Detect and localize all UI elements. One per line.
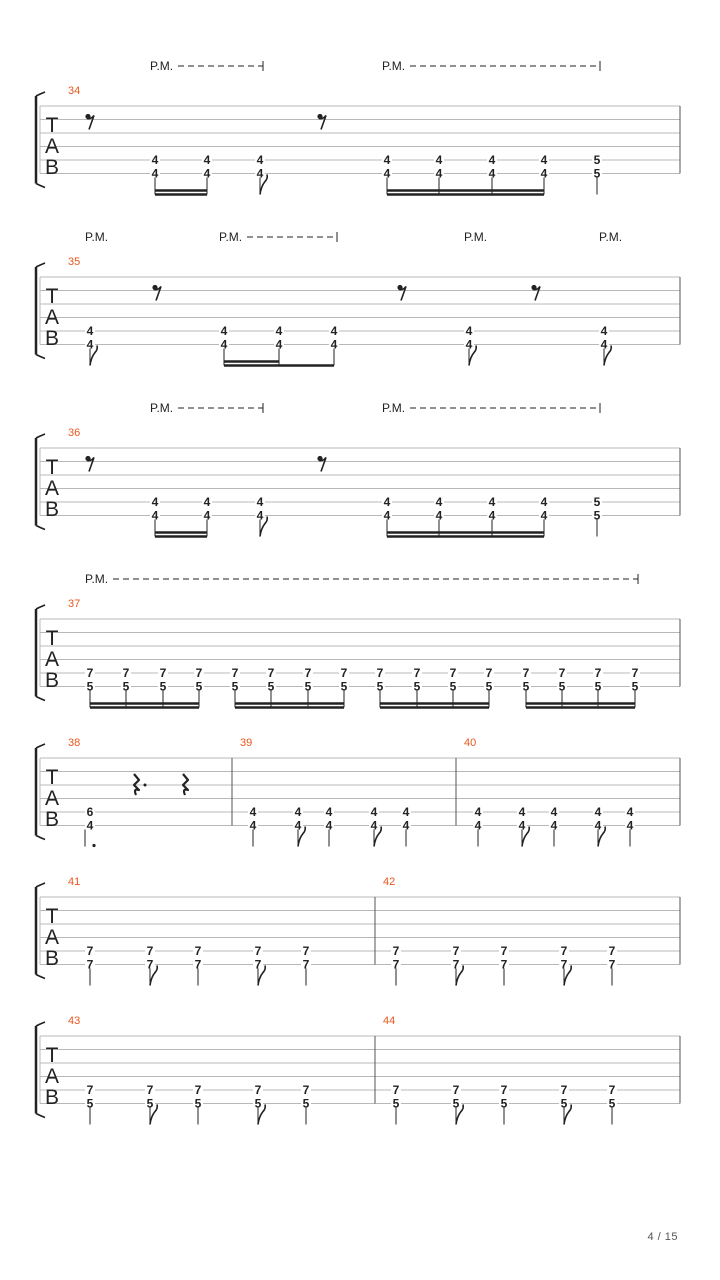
fret-number: 4 — [383, 495, 391, 509]
fret-number: 7 — [560, 1083, 568, 1097]
fret-number: 5 — [392, 1096, 400, 1111]
fret-number: 7 — [392, 944, 400, 958]
fret-number: 7 — [302, 1083, 310, 1097]
fret-number: 4 — [474, 805, 482, 819]
measure-number: 44 — [383, 1015, 396, 1027]
measure-number: 38 — [68, 737, 81, 749]
fret-number: 7 — [267, 666, 275, 680]
tab-clef-letter: T — [45, 905, 59, 928]
measure-number: 41 — [68, 876, 81, 888]
fret-number: 4 — [626, 818, 634, 833]
fret-number: 4 — [518, 805, 526, 819]
fret-number: 7 — [608, 944, 616, 958]
fret-number: 7 — [500, 957, 508, 972]
fret-number: 4 — [275, 324, 283, 338]
fret-number: 4 — [550, 805, 558, 819]
palm-mute-label: P.M. — [464, 230, 488, 244]
fret-number: 7 — [86, 944, 94, 958]
fret-number: 5 — [231, 679, 239, 694]
fret-number: 5 — [452, 1096, 460, 1111]
fret-number: 4 — [151, 166, 159, 181]
fret-number: 4 — [203, 508, 211, 523]
fret-number: 7 — [146, 1083, 154, 1097]
fret-number: 5 — [500, 1096, 508, 1111]
fret-number: 6 — [86, 805, 94, 819]
tab-clef-letter: A — [44, 477, 60, 500]
tab-clef-letter: A — [44, 787, 60, 810]
fret-number: 4 — [540, 495, 548, 509]
fret-number: 4 — [402, 805, 410, 819]
tab-clef-letter: B — [44, 669, 60, 692]
fret-number: 5 — [376, 679, 384, 694]
eighth-rest — [85, 456, 94, 472]
fret-number: 4 — [256, 495, 264, 509]
fret-number: 4 — [203, 166, 211, 181]
fret-number: 7 — [392, 957, 400, 972]
fret-number: 7 — [146, 944, 154, 958]
fret-number: 4 — [86, 337, 94, 352]
eighth-rest — [317, 456, 326, 472]
measure-number: 34 — [68, 85, 81, 97]
fret-number: 4 — [294, 818, 302, 833]
palm-mute-label: P.M. — [382, 59, 406, 73]
fret-number: 5 — [593, 166, 601, 181]
fret-number: 4 — [518, 818, 526, 833]
fret-number: 7 — [452, 957, 460, 972]
fret-number: 7 — [500, 944, 508, 958]
fret-number: 5 — [194, 1096, 202, 1111]
tab-clef-letter: A — [44, 1065, 60, 1088]
fret-number: 4 — [256, 153, 264, 167]
tab-clef-letter: T — [45, 114, 59, 137]
palm-mute-label: P.M. — [85, 230, 109, 244]
fret-number: 4 — [488, 153, 496, 167]
tab-clef-letter: B — [44, 947, 60, 970]
staff-system — [36, 876, 680, 986]
fret-number: 4 — [220, 337, 228, 352]
eighth-rest — [531, 285, 540, 301]
eighth-rest — [152, 285, 161, 301]
tab-clef-letter: T — [45, 1044, 59, 1067]
eighth-rest — [317, 114, 326, 130]
fret-number: 7 — [194, 1083, 202, 1097]
rhythm-dot — [92, 844, 95, 847]
measure-number: 37 — [68, 598, 81, 610]
staff-system — [36, 230, 680, 366]
fret-number: 4 — [275, 337, 283, 352]
fret-number: 5 — [560, 1096, 568, 1111]
fret-number: 7 — [413, 666, 421, 680]
fret-number: 4 — [203, 495, 211, 509]
fret-number: 4 — [151, 508, 159, 523]
fret-number: 4 — [465, 337, 473, 352]
fret-number: 7 — [195, 666, 203, 680]
fret-number: 4 — [330, 324, 338, 338]
fret-number: 7 — [231, 666, 239, 680]
fret-number: 5 — [631, 679, 639, 694]
fret-number: 5 — [608, 1096, 616, 1111]
fret-number: 5 — [558, 679, 566, 694]
fret-number: 7 — [254, 944, 262, 958]
measure-number: 35 — [68, 256, 81, 268]
tab-clef-letter: A — [44, 135, 60, 158]
palm-mute-label: P.M. — [150, 59, 174, 73]
fret-number: 4 — [325, 805, 333, 819]
fret-number: 5 — [86, 1096, 94, 1111]
fret-number: 5 — [302, 1096, 310, 1111]
measure-number: 40 — [464, 737, 477, 749]
fret-number: 7 — [608, 957, 616, 972]
fret-number: 7 — [452, 944, 460, 958]
fret-number: 5 — [195, 679, 203, 694]
fret-number: 4 — [256, 508, 264, 523]
fret-number: 4 — [151, 153, 159, 167]
fret-number: 5 — [267, 679, 275, 694]
fret-number: 5 — [593, 508, 601, 523]
fret-number: 7 — [340, 666, 348, 680]
fret-number: 4 — [488, 495, 496, 509]
palm-mute-label: P.M. — [150, 401, 174, 415]
fret-number: 7 — [254, 1083, 262, 1097]
measure-number: 39 — [240, 737, 253, 749]
fret-number: 4 — [550, 818, 558, 833]
fret-number: 7 — [485, 666, 493, 680]
fret-number: 4 — [330, 337, 338, 352]
fret-number: 4 — [370, 805, 378, 819]
staff-system — [36, 59, 680, 195]
fret-number: 4 — [294, 805, 302, 819]
staff-system — [36, 401, 680, 537]
fret-number: 4 — [151, 495, 159, 509]
fret-number: 7 — [631, 666, 639, 680]
fret-number: 7 — [608, 1083, 616, 1097]
tab-clef-letter: T — [45, 285, 59, 308]
fret-number: 5 — [340, 679, 348, 694]
fret-number: 5 — [522, 679, 530, 694]
fret-number: 7 — [86, 957, 94, 972]
fret-number: 5 — [413, 679, 421, 694]
fret-number: 4 — [594, 805, 602, 819]
fret-number: 4 — [488, 166, 496, 181]
fret-number: 7 — [560, 944, 568, 958]
fret-number: 7 — [594, 666, 602, 680]
fret-number: 7 — [522, 666, 530, 680]
fret-number: 7 — [560, 957, 568, 972]
fret-number: 5 — [485, 679, 493, 694]
fret-number: 4 — [435, 166, 443, 181]
fret-number: 4 — [86, 818, 94, 833]
fret-number: 5 — [86, 679, 94, 694]
staff-system — [36, 572, 680, 708]
fret-number: 4 — [594, 818, 602, 833]
palm-mute-label: P.M. — [85, 572, 109, 586]
tab-clef-letter: B — [44, 498, 60, 521]
fret-number: 5 — [254, 1096, 262, 1111]
measure-number: 36 — [68, 427, 81, 439]
tab-clef-letter: A — [44, 926, 60, 949]
fret-number: 4 — [383, 508, 391, 523]
fret-number: 7 — [194, 957, 202, 972]
fret-number: 7 — [122, 666, 130, 680]
fret-number: 4 — [600, 324, 608, 338]
staff-system — [36, 737, 680, 847]
fret-number: 5 — [159, 679, 167, 694]
measure-number: 42 — [383, 876, 396, 888]
fret-number: 7 — [146, 957, 154, 972]
fret-number: 5 — [593, 495, 601, 509]
fret-number: 7 — [254, 957, 262, 972]
fret-number: 7 — [194, 944, 202, 958]
fret-number: 7 — [452, 1083, 460, 1097]
fret-number: 4 — [256, 166, 264, 181]
fret-number: 4 — [600, 337, 608, 352]
fret-number: 7 — [392, 1083, 400, 1097]
fret-number: 5 — [146, 1096, 154, 1111]
fret-number: 4 — [435, 508, 443, 523]
eighth-rest — [397, 285, 406, 301]
fret-number: 4 — [249, 818, 257, 833]
eighth-rest — [85, 114, 94, 130]
palm-mute-label: P.M. — [382, 401, 406, 415]
fret-number: 4 — [249, 805, 257, 819]
measure-number: 43 — [68, 1015, 81, 1027]
fret-number: 7 — [86, 666, 94, 680]
tab-clef-letter: B — [44, 808, 60, 831]
fret-number: 4 — [220, 324, 228, 338]
fret-number: 4 — [86, 324, 94, 338]
page-number: 4 / 15 — [647, 1231, 678, 1243]
fret-number: 7 — [376, 666, 384, 680]
tab-clef-letter: T — [45, 766, 59, 789]
fret-number: 7 — [302, 957, 310, 972]
tab-clef-letter: B — [44, 327, 60, 350]
fret-number: 4 — [435, 495, 443, 509]
staff-system — [36, 1015, 680, 1125]
fret-number: 4 — [540, 508, 548, 523]
fret-number: 7 — [304, 666, 312, 680]
fret-number: 4 — [370, 818, 378, 833]
fret-number: 7 — [302, 944, 310, 958]
fret-number: 5 — [122, 679, 130, 694]
tab-clef-letter: A — [44, 306, 60, 329]
fret-number: 7 — [449, 666, 457, 680]
fret-number: 7 — [500, 1083, 508, 1097]
tab-clef-letter: T — [45, 627, 59, 650]
tab-clef-letter: B — [44, 156, 60, 179]
fret-number: 5 — [304, 679, 312, 694]
fret-number: 4 — [383, 166, 391, 181]
fret-number: 4 — [402, 818, 410, 833]
fret-number: 4 — [626, 805, 634, 819]
fret-number: 5 — [449, 679, 457, 694]
fret-number: 4 — [488, 508, 496, 523]
fret-number: 4 — [383, 153, 391, 167]
tab-clef-letter: A — [44, 648, 60, 671]
fret-number: 7 — [86, 1083, 94, 1097]
fret-number: 4 — [465, 324, 473, 338]
fret-number: 5 — [593, 153, 601, 167]
fret-number: 4 — [325, 818, 333, 833]
tab-clef-letter: T — [45, 456, 59, 479]
fret-number: 7 — [159, 666, 167, 680]
tab-clef-letter: B — [44, 1086, 60, 1109]
fret-number: 4 — [203, 153, 211, 167]
fret-number: 4 — [540, 153, 548, 167]
palm-mute-label: P.M. — [599, 230, 623, 244]
fret-number: 4 — [474, 818, 482, 833]
palm-mute-label: P.M. — [219, 230, 243, 244]
fret-number: 5 — [594, 679, 602, 694]
fret-number: 4 — [435, 153, 443, 167]
fret-number: 4 — [540, 166, 548, 181]
fret-number: 7 — [558, 666, 566, 680]
